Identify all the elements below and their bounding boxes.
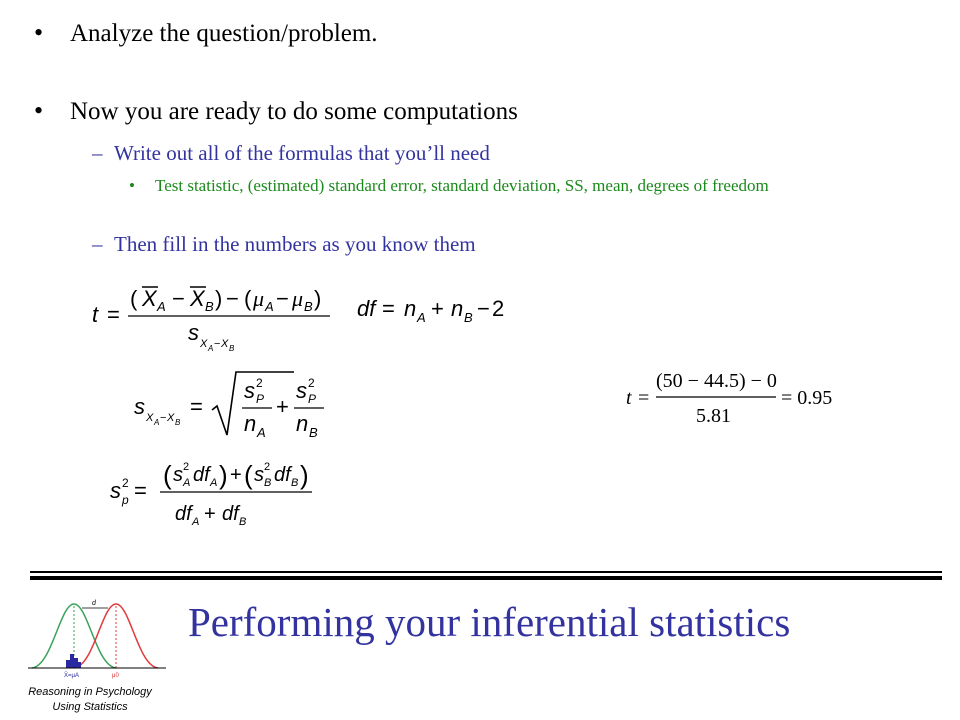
svg-text:A: A (265, 299, 274, 314)
svg-text:2: 2 (492, 296, 505, 321)
divider-line (30, 576, 942, 580)
svg-text:s: s (254, 464, 264, 486)
svg-text:df: df (357, 296, 376, 321)
distribution-logo (22, 594, 172, 680)
svg-text:= 0.95: = 0.95 (781, 387, 833, 409)
logo-xbar-label: X̄=μA (64, 673, 79, 679)
svg-text:n: n (296, 411, 309, 436)
svg-text:=: = (638, 387, 650, 409)
svg-text:): ) (300, 460, 309, 490)
svg-text:−: − (214, 338, 221, 350)
svg-text:t: t (626, 387, 632, 409)
svg-text:A: A (417, 310, 426, 325)
svg-text:A: A (157, 299, 166, 314)
bullet-text: Now you are ready to do some computations (70, 98, 518, 125)
svg-text:df: df (274, 464, 291, 486)
svg-text:X: X (142, 286, 157, 311)
sub-bullet-text: Then fill in the numbers as you know them (114, 232, 476, 256)
svg-text:2: 2 (308, 376, 315, 390)
svg-text:μ: μ (253, 286, 265, 311)
slide-title: Performing your inferential statistics (188, 599, 791, 645)
svg-text:s: s (134, 394, 145, 419)
svg-text:df: df (175, 503, 192, 525)
svg-text:−: − (160, 412, 167, 424)
svg-text:=: = (190, 394, 203, 419)
svg-text:A: A (208, 344, 214, 353)
svg-text:p: p (122, 493, 129, 507)
logo-caption-line1: Reasoning in Psychology (28, 686, 152, 698)
svg-text:μ: μ (292, 286, 304, 311)
svg-text:(: ( (163, 460, 172, 490)
svg-text:5.81: 5.81 (696, 405, 731, 427)
svg-text:): ) (219, 460, 228, 490)
svg-text:s: s (173, 464, 183, 486)
df-formula (357, 296, 504, 325)
svg-text:=: = (107, 302, 120, 327)
svg-text:(: ( (244, 460, 253, 490)
t-numeric-formula (626, 370, 832, 427)
svg-text:A: A (257, 425, 266, 440)
svg-text:): ) (314, 286, 322, 311)
t-formula (92, 286, 330, 353)
svg-text:): ) (215, 286, 223, 311)
svg-text:A: A (192, 516, 200, 528)
dash-marker: – (92, 232, 103, 256)
bullet-dot: • (34, 18, 44, 47)
svg-text:(: ( (130, 286, 138, 311)
svg-text:X: X (200, 338, 208, 350)
svg-text:A: A (210, 477, 218, 489)
standard-error-formula (0, 0, 324, 440)
svg-text:+: + (230, 464, 242, 486)
svg-text:s: s (296, 378, 307, 403)
svg-text:P: P (308, 392, 317, 406)
svg-text:B: B (264, 477, 272, 489)
svg-text:=: = (134, 478, 147, 503)
svg-text:X: X (190, 286, 205, 311)
svg-text:−: − (226, 286, 239, 311)
logo-mu-label: μ0 (112, 673, 119, 679)
svg-text:−: − (172, 286, 185, 311)
bullet-dot: • (129, 176, 135, 195)
svg-text:=: = (382, 296, 395, 321)
svg-text:df: df (193, 464, 210, 486)
svg-text:2: 2 (183, 461, 190, 473)
svg-text:2: 2 (122, 476, 129, 490)
svg-text:B: B (175, 418, 181, 427)
svg-text:(50 − 44.5) − 0: (50 − 44.5) − 0 (656, 370, 777, 392)
svg-text:A: A (183, 477, 191, 489)
svg-text:+: + (204, 503, 216, 525)
svg-text:B: B (239, 516, 247, 528)
svg-text:B: B (229, 344, 235, 353)
svg-text:t: t (92, 302, 99, 327)
svg-text:X: X (146, 412, 154, 424)
svg-text:A: A (154, 418, 160, 427)
svg-text:n: n (244, 411, 257, 436)
svg-text:2: 2 (264, 461, 271, 473)
pooled-variance-formula (110, 460, 312, 528)
svg-text:−: − (477, 296, 490, 321)
dash-marker: – (92, 141, 103, 165)
logo-caption-line2: Using Statistics (52, 701, 128, 713)
svg-text:B: B (309, 425, 318, 440)
svg-text:X: X (167, 412, 175, 424)
svg-text:(: ( (244, 286, 252, 311)
svg-text:B: B (205, 299, 214, 314)
svg-text:s: s (188, 320, 199, 345)
sub-bullet-text: Write out all of the formulas that you’ll need (114, 141, 490, 165)
svg-text:X: X (221, 338, 229, 350)
svg-text:B: B (464, 310, 473, 325)
svg-text:−: − (276, 286, 289, 311)
svg-text:s: s (110, 478, 121, 503)
svg-text:P: P (256, 392, 265, 406)
svg-text:n: n (451, 296, 464, 321)
svg-text:n: n (404, 296, 417, 321)
divider-line (30, 571, 942, 573)
sub-sub-bullet-text: Test statistic, (estimated) standard error, standard deviation, SS, mean, degrees of freedom (155, 176, 769, 195)
svg-text:2: 2 (256, 376, 263, 390)
svg-text:df: df (222, 503, 239, 525)
bullet-dot: • (34, 96, 44, 125)
svg-text:+: + (276, 394, 289, 419)
svg-text:B: B (304, 299, 313, 314)
svg-text:s: s (244, 378, 255, 403)
svg-text:+: + (431, 296, 444, 321)
bullet-text: Analyze the question/problem. (70, 20, 378, 47)
logo-d-label: d (92, 600, 96, 607)
svg-text:B: B (291, 477, 299, 489)
